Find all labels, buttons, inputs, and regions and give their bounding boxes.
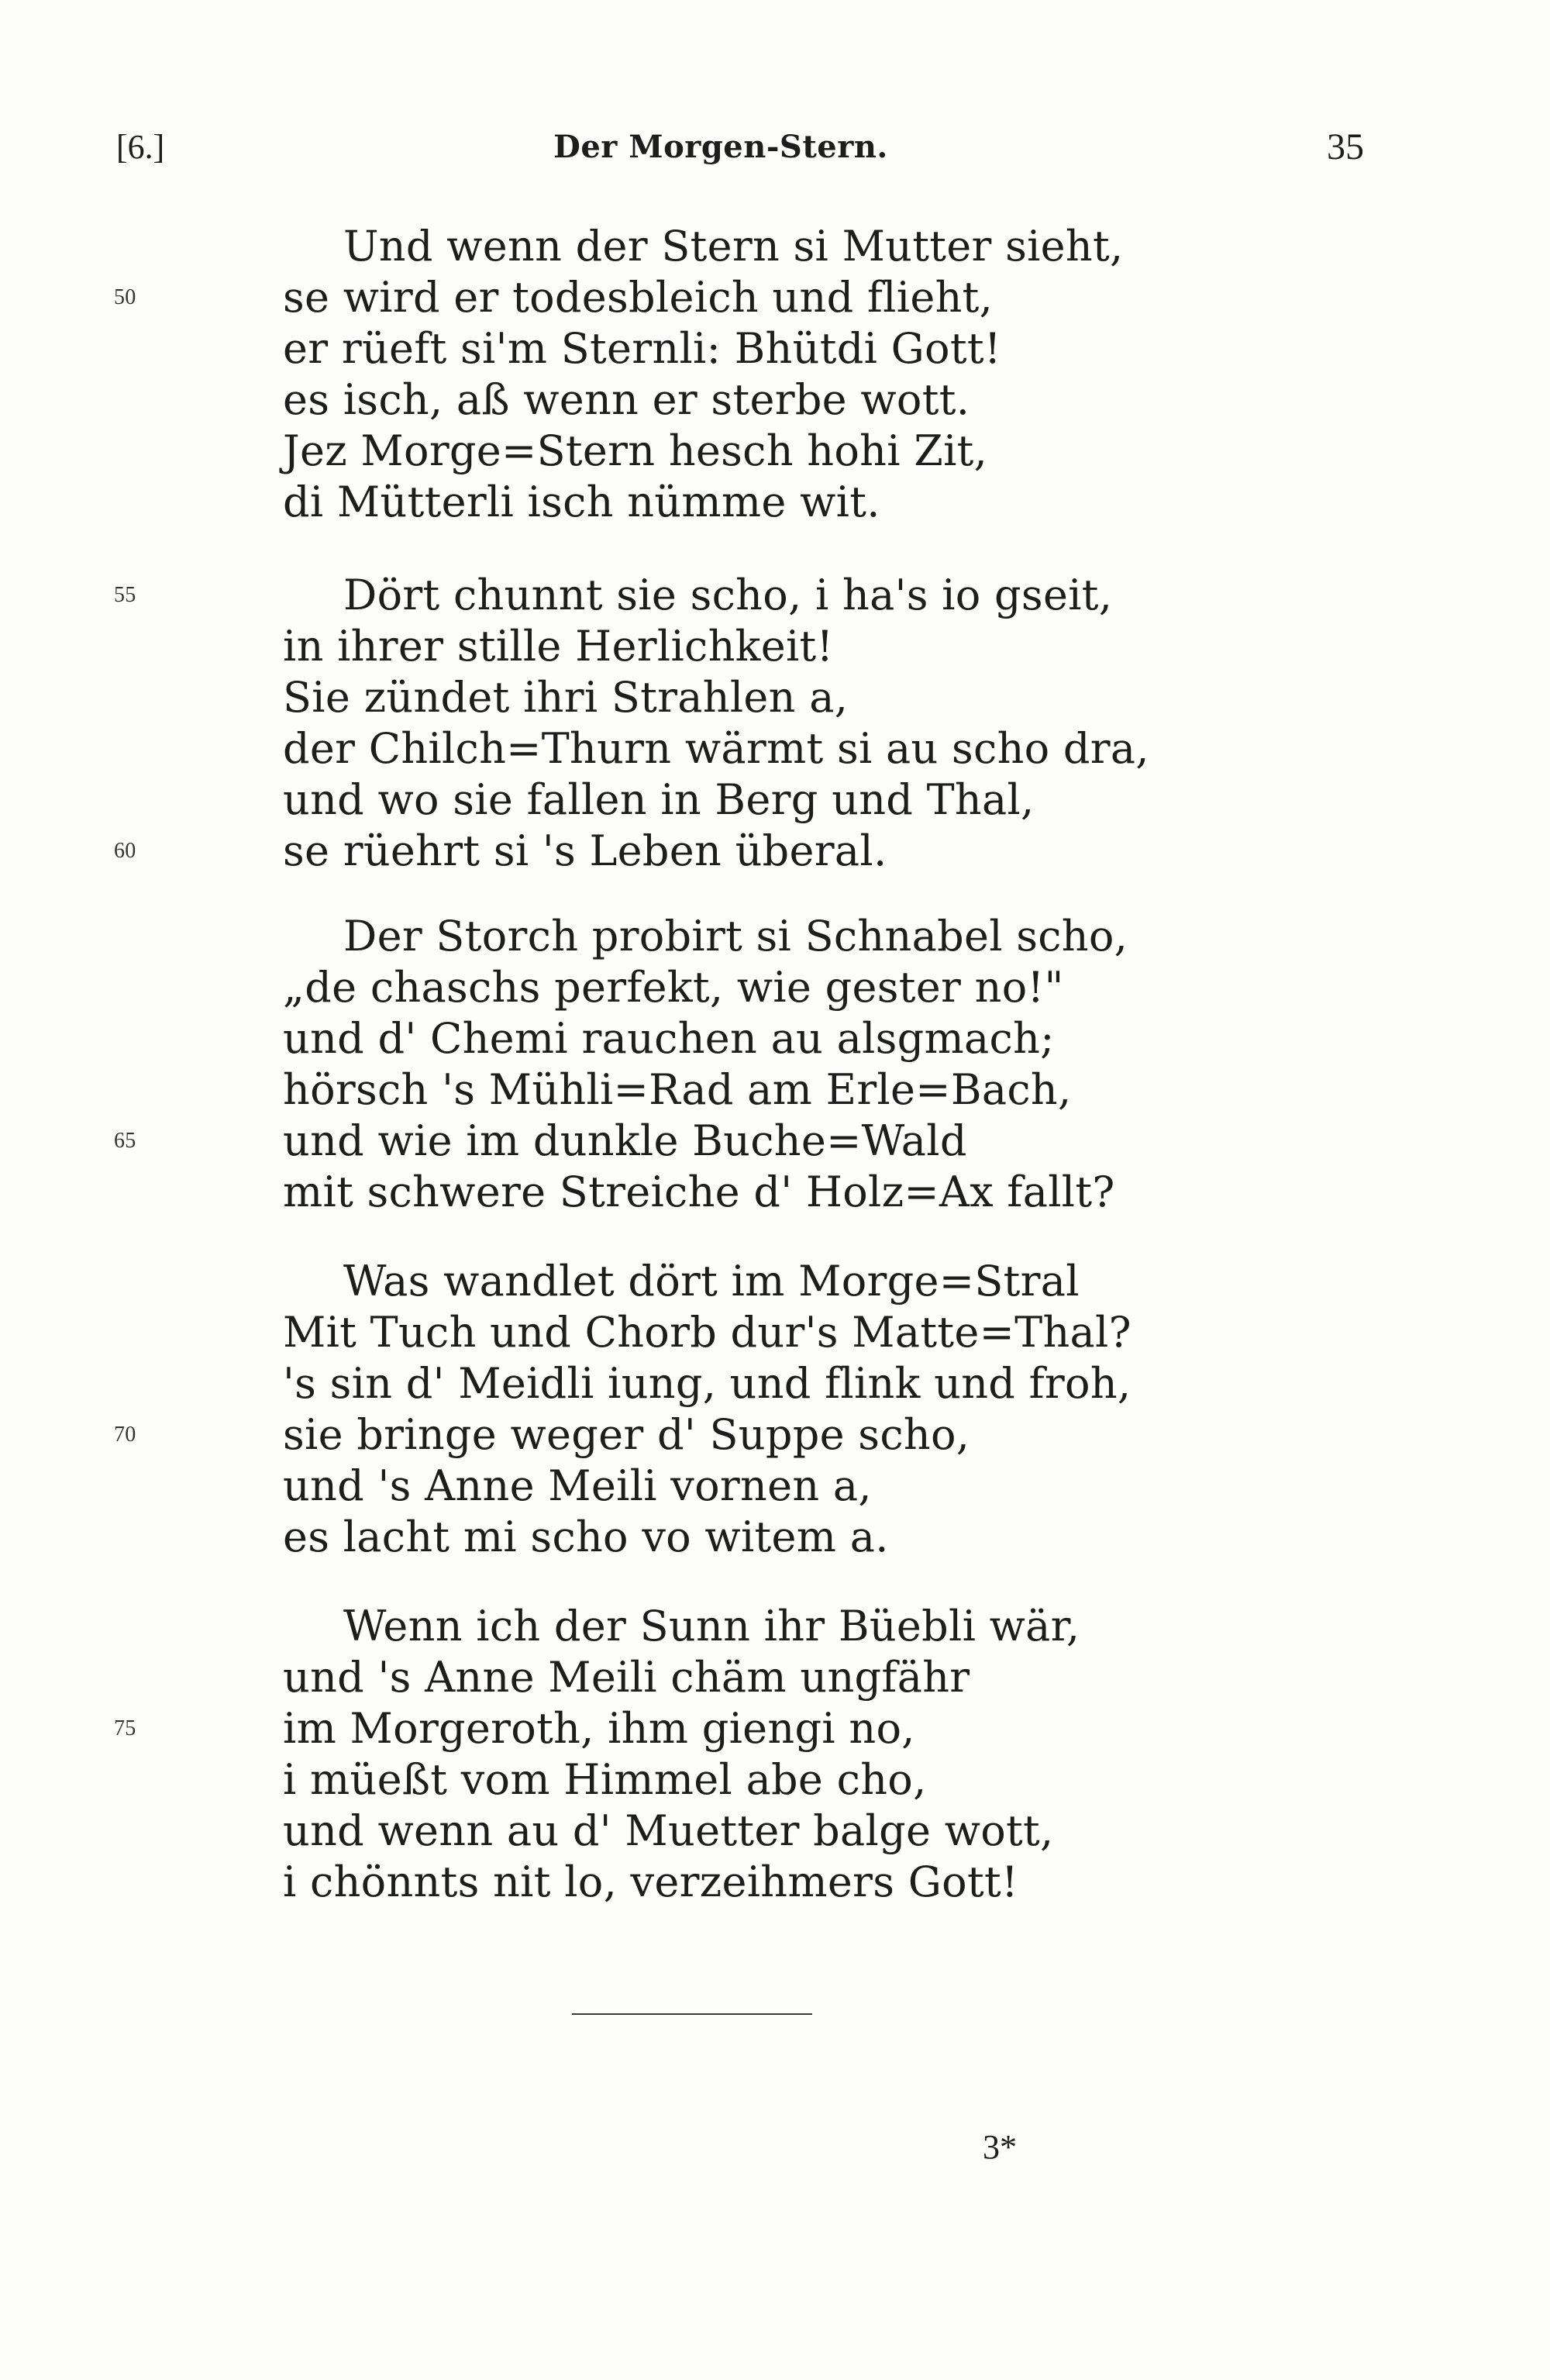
verse-text: und d' Chemi rauchen au alsgmach; [283, 1014, 1055, 1063]
stanza-4 [114, 1256, 1290, 1563]
running-header [116, 124, 1364, 171]
verse-line [283, 1167, 1290, 1218]
verse-text: di Mütterli isch nümme wit. [283, 478, 880, 526]
verse-text: und wenn au d' Muetter balge wott, [283, 1806, 1054, 1855]
verse-text: und wie im dunkle Buche=Wald [283, 1116, 967, 1165]
end-rule [572, 2013, 812, 2015]
verse-line [283, 1461, 1290, 1512]
verse-line [283, 1754, 1290, 1806]
verse-line [283, 1064, 1290, 1116]
verse-text: Mit Tuch und Chorb dur's Matte=Thal? [283, 1308, 1132, 1357]
verse-line [283, 1013, 1290, 1064]
verse-text: in ihrer stille Herlichkeit! [283, 622, 834, 671]
verse-text: Dört chunnt sie scho, i ha's io gseit, [343, 571, 1113, 619]
verse-text: 's sin d' Meidli iung, und flink und froh, [283, 1359, 1132, 1408]
verse-text: Und wenn der Stern si Mutter sieht, [343, 222, 1124, 271]
verse-line [114, 570, 1290, 621]
stanza-5 [114, 1601, 1290, 1908]
verse-text: im Morgeroth, ihm giengi no, [283, 1704, 915, 1753]
verse-line [283, 723, 1290, 774]
verse-text: es isch, aß wenn er sterbe wott. [283, 375, 970, 424]
running-title: Der Morgen-Stern. [553, 129, 888, 165]
verse-line [283, 621, 1290, 672]
verse-text: Wenn ich der Sunn ihr Büebli wär, [343, 1602, 1080, 1650]
verse-line [114, 1116, 1290, 1167]
verse-text: und 's Anne Meili chäm ungfähr [283, 1653, 970, 1702]
verse-line [283, 1652, 1290, 1703]
line-number: 65 [114, 1129, 136, 1153]
verse-text: der Chilch=Thurn wärmt si au scho dra, [283, 724, 1149, 773]
stanza-2 [114, 570, 1290, 877]
verse-line [283, 1358, 1290, 1409]
line-number: 75 [114, 1716, 136, 1740]
verse-text: und wo sie fallen in Berg und Thal, [283, 775, 1035, 824]
section-number: [6.] [116, 128, 165, 166]
verse-text: se wird er todesbleich und flieht, [283, 273, 994, 322]
verse-text: und 's Anne Meili vornen a, [283, 1461, 872, 1510]
verse-text: sie bringe weger d' Suppe scho, [283, 1410, 970, 1459]
verse-text: Sie zündet ihri Strahlen a, [283, 673, 849, 722]
stanza-1 [114, 221, 1290, 528]
verse-line [283, 911, 1290, 962]
verse-text: es lacht mi scho vo witem a. [283, 1513, 889, 1561]
verse-line [114, 826, 1290, 877]
signature-mark: 3* [983, 2128, 1017, 2166]
verse-line [283, 1512, 1290, 1563]
verse-text: Was wandlet dört im Morge=Stral [343, 1257, 1080, 1306]
verse-line [283, 374, 1290, 426]
verse-line [283, 477, 1290, 528]
line-number: 55 [114, 583, 136, 607]
line-number: 60 [114, 839, 136, 863]
verse-text: se rüehrt si 's Leben überal. [283, 826, 887, 875]
verse-text: Jez Morge=Stern hesch hohi Zit, [283, 426, 988, 475]
verse-line [283, 1857, 1290, 1908]
verse-line [283, 962, 1290, 1013]
verse-text: „de chaschs perfekt, wie gester no!" [283, 963, 1064, 1012]
verse-line [283, 672, 1290, 723]
verse-line [283, 426, 1290, 477]
verse-text: i chönnts nit lo, verzeihmers Gott! [283, 1857, 1018, 1906]
verse-line [114, 1409, 1290, 1461]
verse-line [283, 774, 1290, 826]
verse-line [283, 1307, 1290, 1358]
verse-line [114, 272, 1290, 323]
verse-line [283, 1806, 1290, 1857]
verse-text: er rüeft si'm Sternli: Bhütdi Gott! [283, 324, 1001, 373]
verse-line [283, 323, 1290, 374]
verse-line [283, 1256, 1290, 1307]
verse-text: hörsch 's Mühli=Rad am Erle=Bach, [283, 1065, 1072, 1114]
verse-text: i müeßt vom Himmel abe cho, [283, 1755, 927, 1804]
page-number: 35 [1327, 126, 1364, 167]
stanza-3 [114, 911, 1290, 1218]
verse-text: mit schwere Streiche d' Holz=Ax fallt? [283, 1168, 1115, 1216]
verse-line [283, 1601, 1290, 1652]
verse-line [114, 1703, 1290, 1754]
verse-line [283, 221, 1290, 272]
line-number: 70 [114, 1423, 136, 1447]
verse-text: Der Storch probirt si Schnabel scho, [343, 912, 1128, 961]
line-number: 50 [114, 285, 136, 309]
